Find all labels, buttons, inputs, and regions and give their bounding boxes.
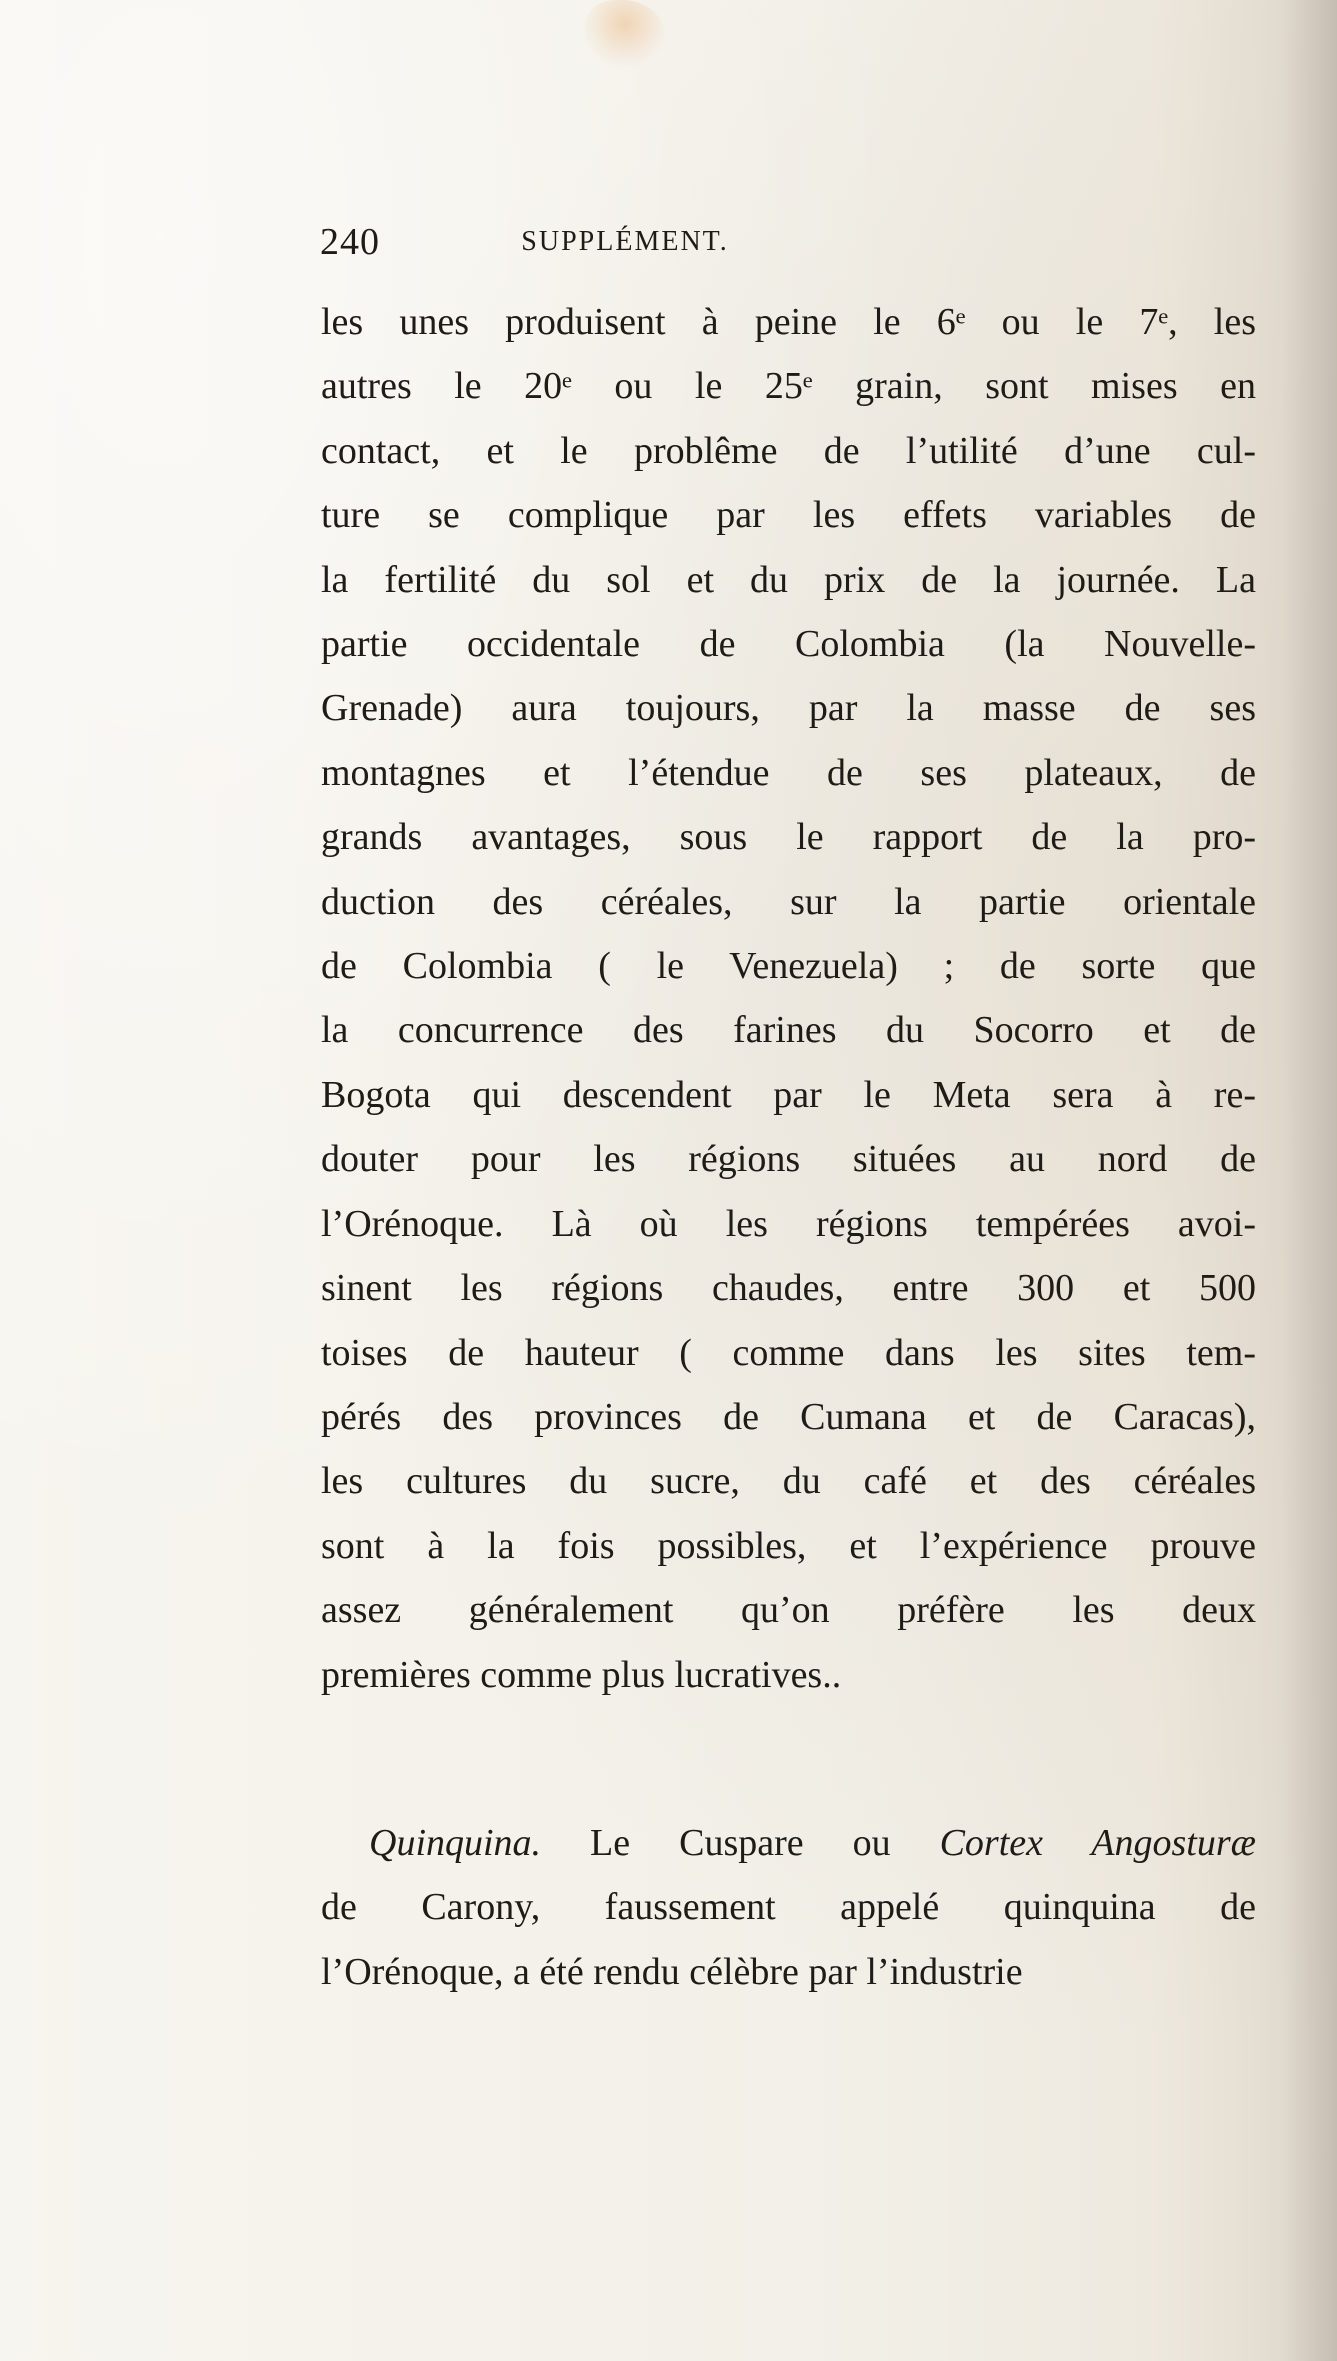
text-line-12: la concurrence des farines du Socorro et de: [321, 1009, 1256, 1052]
text-line-19: les cultures du sucre, du café et des céréales: [321, 1460, 1256, 1503]
text-line-10: duction des céréales, sur la partie orientale: [321, 880, 1256, 923]
quinquina-heading: Quinquina.: [369, 1821, 542, 1864]
text-line-15: l’Orénoque. Là où les régions tempérées avoi-: [321, 1202, 1256, 1245]
text-line-9: grands avantages, sous le rapport de la pro-: [321, 816, 1256, 859]
text-line-6: partie occidentale de Colombia (la Nouvelle-: [321, 623, 1256, 666]
text-line-14: douter pour les régions situées au nord de: [321, 1138, 1256, 1181]
main-text: [321, 290, 1256, 2004]
text-line-5: la fertilité du sol et du prix de la journée. La: [321, 558, 1256, 601]
paragraph-2-line-1: [321, 1811, 1256, 1875]
text-line-1: les unes produisent à peine le 6ᵉ ou le 7ᵉ, les: [321, 301, 1256, 343]
text-line-18: pérés des provinces de Cumana et de Caracas),: [321, 1395, 1256, 1438]
paragraph-2-line-2: de Carony, faussement appelé quinquina de: [321, 1886, 1256, 1929]
text-line-4: ture se complique par les effets variables de: [321, 494, 1256, 537]
text-line-17: toises de hauteur ( comme dans les sites tem-: [321, 1331, 1256, 1374]
text-line-22: premières comme plus lucratives..: [321, 1653, 842, 1696]
paragraph-2-line-3: l’Orénoque, a été rendu célèbre par l’industrie: [321, 1950, 1023, 1993]
cortex-angosturae: Cortex Angosturæ: [939, 1821, 1256, 1864]
paper-stain: [585, 0, 665, 68]
text-line-20: sont à la fois possibles, et l’expérience prouve: [321, 1524, 1256, 1567]
text-line-7: Grenade) aura toujours, par la masse de ses: [321, 687, 1256, 730]
paragraph-2-line-1-middle: Le Cuspare ou: [541, 1821, 940, 1864]
running-head: SUPPLÉMENT.: [521, 226, 729, 257]
text-line-11: de Colombia ( le Venezuela) ; de sorte que: [321, 945, 1256, 988]
text-line-16: sinent les régions chaudes, entre 300 et 500: [321, 1267, 1256, 1310]
page-header: [320, 218, 930, 266]
text-line-3: contact, et le problême de l’utilité d’une cul-: [321, 429, 1256, 472]
page-number: 240: [320, 221, 380, 263]
paragraph-gap: [321, 1707, 1256, 1811]
text-line-21: assez généralement qu’on préfère les deux: [321, 1589, 1256, 1632]
text-line-2: autres le 20ᵉ ou le 25ᵉ grain, sont mises en: [321, 365, 1256, 408]
text-line-8: montagnes et l’étendue de ses plateaux, de: [321, 751, 1256, 794]
text-line-13: Bogota qui descendent par le Meta sera à re-: [321, 1073, 1256, 1116]
